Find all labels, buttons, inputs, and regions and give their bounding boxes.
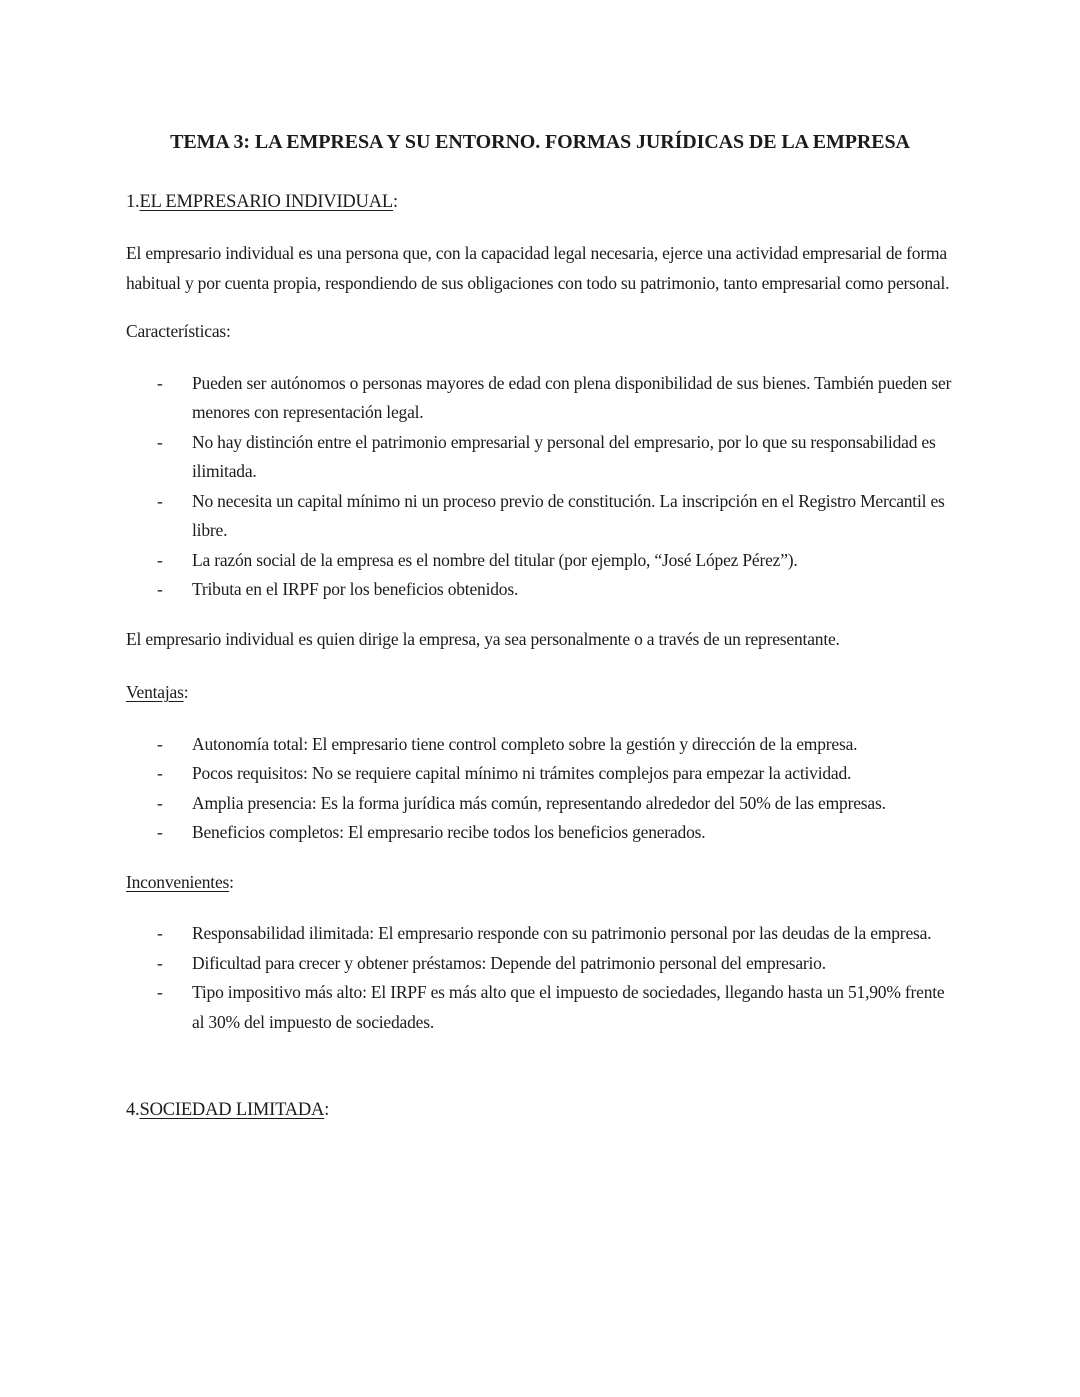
list-item	[126, 919, 954, 949]
list-item	[126, 818, 954, 848]
ventajas-list	[126, 730, 954, 848]
section-1-colon: :	[392, 192, 398, 212]
list-item	[126, 487, 954, 546]
ventajas-label	[126, 678, 954, 708]
list-item-text: Responsabilidad ilimitada: El empresario responde con su patrimonio personal por las deudas de la empresa.	[192, 923, 932, 943]
list-item	[126, 759, 954, 789]
bullet-dash: -	[157, 923, 163, 943]
list-item-text: Autonomía total: El empresario tiene control completo sobre la gestión y dirección de la empresa.	[192, 733, 858, 754]
list-item	[126, 546, 954, 576]
bullet-dash: -	[157, 822, 163, 842]
inconvenientes-list	[126, 919, 954, 1037]
section-4-colon: :	[324, 1100, 330, 1120]
section-1-heading	[126, 189, 954, 215]
list-item	[126, 789, 954, 819]
bullet-dash: -	[157, 792, 163, 813]
ventajas-label-text: Ventajas	[126, 682, 184, 702]
list-item-text: La razón social de la empresa es el nombre del titular (por ejemplo, “José López Pérez”).	[192, 549, 798, 570]
inconvenientes-label-text: Inconvenientes	[126, 871, 230, 892]
bullet-dash: -	[157, 733, 163, 754]
list-item	[126, 730, 954, 760]
bullet-dash: -	[157, 549, 163, 570]
list-item-text: Dificultad para crecer y obtener préstamos: Depende del patrimonio personal del empresario.	[192, 952, 826, 973]
list-item-text: Tipo impositivo más alto: El IRPF es más alto que el impuesto de sociedades, llegando hasta un 51,90% frente al 30% del impuesto de sociedades.	[192, 982, 945, 1032]
section-1-number: 1.	[126, 192, 140, 212]
list-item-text: Pocos requisitos: No se requiere capital mínimo ni trámites complejos para empezar la actividad.	[192, 763, 852, 783]
caracteristicas-list	[126, 369, 954, 605]
bullet-dash: -	[157, 372, 163, 393]
ventajas-colon: :	[183, 682, 189, 702]
bullet-dash: -	[157, 763, 163, 783]
list-item	[126, 949, 954, 979]
section-1-heading-text: EL EMPRESARIO INDIVIDUAL	[139, 192, 393, 212]
list-item	[126, 369, 954, 428]
inconvenientes-colon: :	[229, 871, 234, 892]
list-item-text: No hay distinción entre el patrimonio empresarial y personal del empresario, por lo que su responsabilidad es ilimitada.	[192, 431, 936, 481]
document-title: TEMA 3: LA EMPRESA Y SU ENTORNO. FORMAS JURÍDICAS DE LA EMPRESA	[170, 131, 910, 153]
intro-paragraph: El empresario individual es una persona que, con la capacidad legal necesaria, ejerce una actividad empresarial de forma habitual y por cuenta propia, respondiendo de sus obligaciones con todo su patrimonio, tanto empresarial como personal.	[126, 243, 950, 293]
bullet-dash: -	[157, 431, 163, 452]
bullet-dash: -	[157, 952, 163, 973]
direction-note-paragraph: El empresario individual es quien dirige la empresa, ya sea personalmente o a través de un representante.	[126, 628, 840, 649]
list-item-text: Tributa en el IRPF por los beneficios obtenidos.	[192, 579, 519, 599]
section-4-heading-text: SOCIEDAD LIMITADA	[139, 1100, 325, 1120]
section-4-heading	[126, 1097, 954, 1123]
bullet-dash: -	[157, 490, 163, 511]
bullet-dash: -	[157, 982, 163, 1002]
list-item	[126, 428, 954, 487]
list-item	[126, 978, 954, 1037]
list-item	[126, 575, 954, 605]
list-item-text: Pueden ser autónomos o personas mayores de edad con plena disponibilidad de sus bienes. También pueden ser menores con representación legal.	[192, 372, 952, 422]
list-item-text: Amplia presencia: Es la forma jurídica más común, representando alrededor del 50% de las empresas.	[192, 792, 886, 813]
caracteristicas-label: Características:	[126, 321, 231, 341]
inconvenientes-label	[126, 868, 954, 898]
list-item-text: Beneficios completos: El empresario recibe todos los beneficios generados.	[192, 822, 706, 842]
section-4-number: 4.	[126, 1100, 140, 1120]
bullet-dash: -	[157, 579, 163, 599]
list-item-text: No necesita un capital mínimo ni un proceso previo de constitución. La inscripción en el Registro Mercantil es libre.	[192, 490, 945, 540]
